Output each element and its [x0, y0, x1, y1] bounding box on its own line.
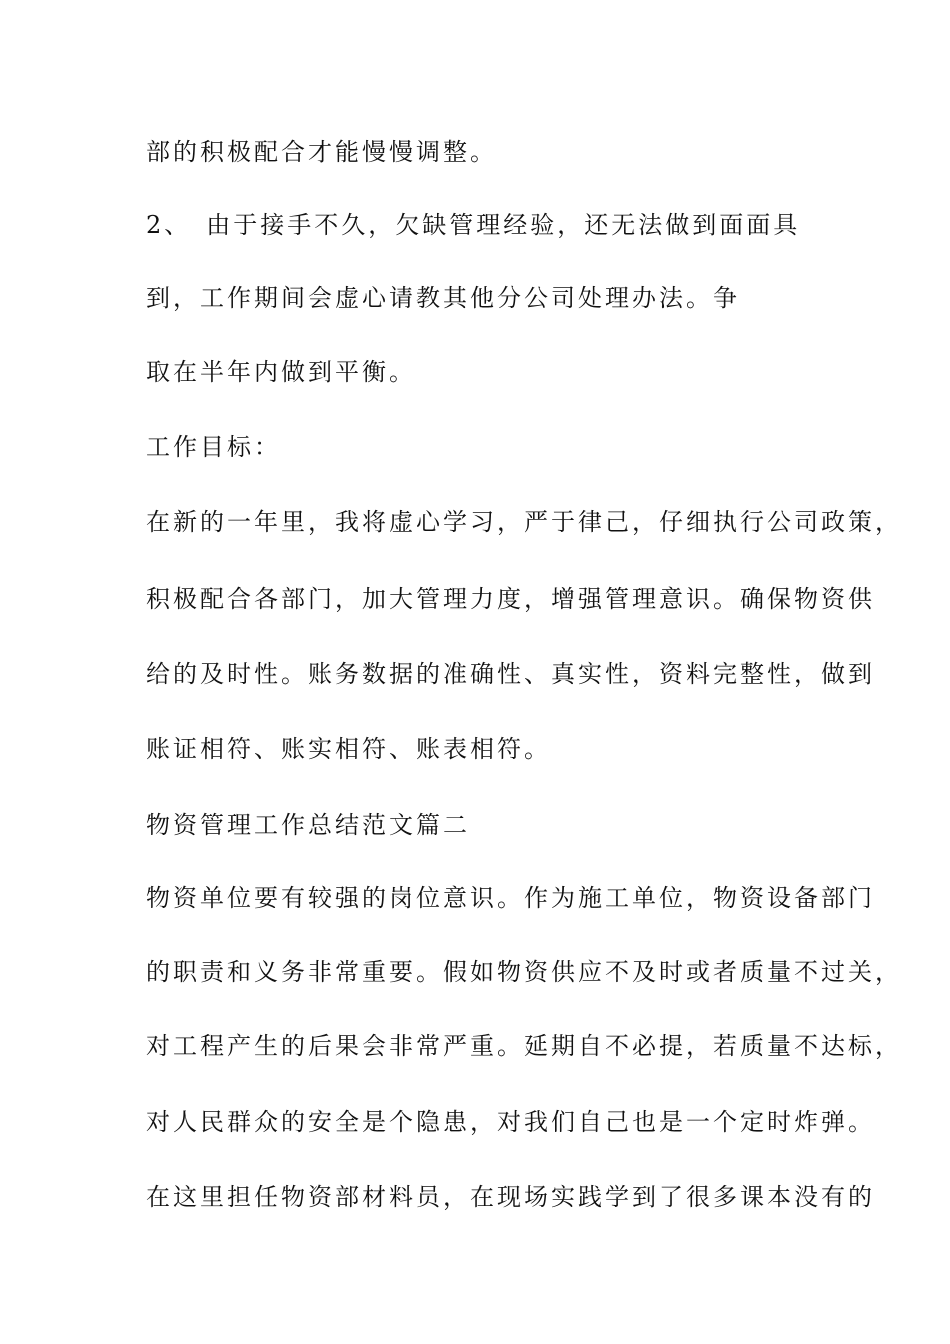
text-line: 给的及时性。账务数据的准确性、真实性，资料完整性，做到: [146, 660, 875, 688]
text-line: 在新的一年里，我将虚心学习，严于律己，仔细执行公司政策，: [146, 508, 902, 536]
section-heading: 工作目标：: [146, 433, 281, 461]
text-line: 账证相符、账实相符、账表相符。: [146, 735, 551, 763]
text-line: 部的积极配合才能慢慢调整。: [146, 138, 497, 166]
text-line: 物资单位要有较强的岗位意识。作为施工单位，物资设备部门: [146, 884, 875, 912]
text-line: 积极配合各部门，加大管理力度，增强管理意识。确保物资供: [146, 585, 875, 613]
text-line: 取在半年内做到平衡。: [146, 358, 416, 386]
text-line: 对人民群众的安全是个隐患，对我们自己也是一个定时炸弹。: [146, 1108, 875, 1136]
text-line: 到，工作期间会虚心请教其他分公司处理办法。争: [146, 284, 740, 312]
text-line: 2、 由于接手不久，欠缺管理经验，还无法做到面面具: [146, 211, 801, 239]
text-line: 对工程产生的后果会非常严重。延期自不必提，若质量不达标，: [146, 1032, 902, 1060]
text-line: 在这里担任物资部材料员，在现场实践学到了很多课本没有的: [146, 1183, 875, 1211]
article-title: 物资管理工作总结范文篇二: [146, 811, 470, 839]
text-line: 的职责和义务非常重要。假如物资供应不及时或者质量不过关，: [146, 958, 902, 986]
